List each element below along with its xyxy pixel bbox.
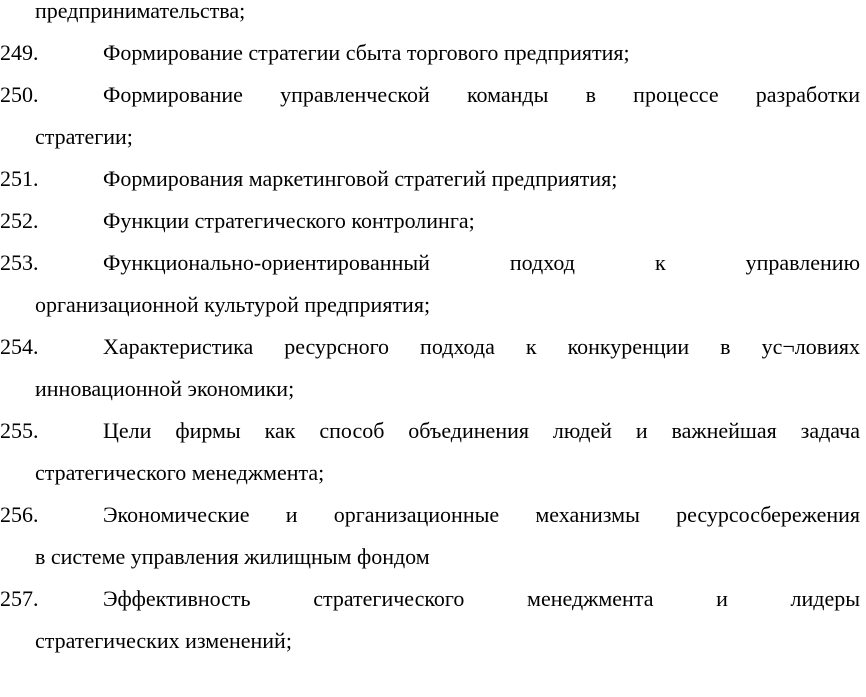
list-item-head [0, 158, 866, 200]
item-text-continuation: инновационной экономики; [35, 376, 295, 401]
list-item [0, 74, 866, 158]
list-item-head [0, 242, 866, 284]
list-item-head [0, 74, 866, 116]
list-item [0, 158, 866, 200]
item-text: Функции стратегического контролинга; [103, 208, 475, 233]
list-item [0, 410, 866, 494]
list-item [0, 32, 866, 74]
list-item [0, 326, 866, 410]
list-item [0, 494, 866, 578]
list-item-head [0, 32, 866, 74]
list-item-head [0, 410, 866, 452]
item-text: Формирование управленческой команды в процессе разработки [103, 82, 860, 107]
item-text: Формирование стратегии сбыта торгового предприятия; [103, 40, 630, 65]
item-text-continuation: стратегии; [35, 124, 133, 149]
continuation-line: предпринимательства; [35, 0, 246, 23]
item-text: Функционально-ориентированный подход к управлению [103, 250, 860, 275]
list-item [0, 200, 866, 242]
list-item [0, 578, 866, 662]
item-text-continuation: организационной культурой предприятия; [35, 292, 431, 317]
item-number: 254. [0, 334, 39, 359]
item-number: 251. [0, 166, 39, 191]
list-item-head [0, 200, 866, 242]
list-item-head [0, 578, 866, 620]
item-text: Формирования маркетинговой стратегий предприятия; [103, 166, 618, 191]
list-item [0, 242, 866, 326]
item-number: 255. [0, 418, 39, 443]
item-text-continuation: в системе управления жилищным фондом [35, 544, 430, 569]
item-text-continuation: стратегических изменений; [35, 628, 292, 653]
item-number: 257. [0, 586, 39, 611]
item-number: 250. [0, 82, 39, 107]
item-text-continuation: стратегического менеджмента; [35, 460, 325, 485]
item-number: 252. [0, 208, 39, 233]
item-number: 253. [0, 250, 39, 275]
item-number: 249. [0, 40, 39, 65]
item-text: Цели фирмы как способ объединения людей и важнейшая задача [103, 418, 860, 443]
item-number: 256. [0, 502, 39, 527]
item-text: Характеристика ресурсного подхода к конкуренции в ус¬ловиях [103, 334, 860, 359]
list-item-head [0, 326, 866, 368]
item-text: Эффективность стратегического менеджмента и лидеры [103, 586, 860, 611]
list-item-head [0, 494, 866, 536]
topic-list [0, 32, 866, 662]
item-text: Экономические и организационные механизмы ресурсосбережения [103, 502, 860, 527]
